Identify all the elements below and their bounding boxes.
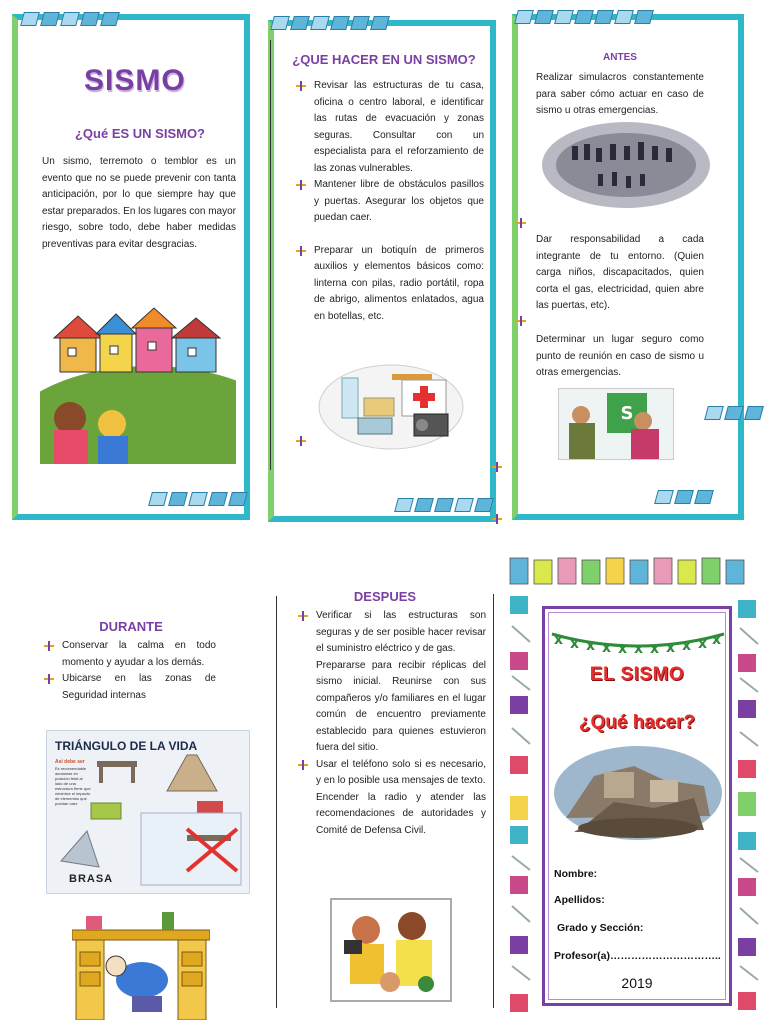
- list-item: Usar el teléfono solo si es necesario, y en lo posible usa mensajes de texto.: [296, 757, 486, 790]
- svg-text:x: x: [570, 636, 580, 652]
- svg-text:x: x: [682, 638, 692, 654]
- cover-year: 2019: [621, 975, 653, 991]
- bullet-icon: [298, 611, 308, 621]
- svg-text:x: x: [666, 640, 676, 656]
- teacher-label: Profesor(a)…………………………..: [554, 950, 721, 962]
- list-item: Ubicarse en las zonas de Seguridad internas: [42, 671, 216, 704]
- list-item: Encender la radio y atender las recomendaciones de autoridades y Comité de Defensa Civil.: [316, 791, 486, 836]
- garland-decoration: [548, 624, 728, 664]
- bullet-icon: [296, 180, 306, 190]
- svg-text:x: x: [602, 640, 612, 656]
- paragraph-antes-2: Dar responsabilidad a cada integrante de tu entorno. (Quien carga niños, discapacitados, quien corta el gas, electricidad, quien abre las puertas, etc).: [536, 234, 704, 311]
- toy-blocks-top: [510, 558, 744, 584]
- heading-despues: DESPUES: [353, 589, 417, 604]
- panel-title-sismo: SISMO: [84, 64, 186, 97]
- person-under-desk-illustration: [72, 910, 210, 1020]
- bullet-icon: [296, 81, 306, 91]
- bullet-icon: [296, 436, 306, 446]
- bullet-icon: [298, 760, 308, 770]
- que-hacer-list: [294, 78, 484, 325]
- infographic-do-text: Es recomendable acostarse en posición fetal al lado de una estructura firme que minimice el impacto de elementos que puedan caer.: [55, 766, 91, 806]
- family-radio-illustration: [330, 898, 452, 1002]
- svg-text:x: x: [554, 632, 564, 648]
- meeting-point-illustration: [558, 388, 674, 460]
- first-aid-kit-illustration: [318, 364, 464, 450]
- list-item: Prepararse para recibir réplicas del sismo inicial. Reunirse con sus compañeros y/o familiares en el lugar común de encuentro previamente establecido para quienes estuvieron fuera del sitio.: [316, 659, 486, 753]
- paragraph-antes-3: Determinar un lugar seguro como punto de reunión en caso de sismo u otras emergencias.: [536, 334, 704, 378]
- grade-section-label: Grado y Sección:: [557, 922, 644, 934]
- tiles-right-side: [706, 406, 762, 420]
- svg-text:S: S: [620, 403, 634, 424]
- svg-text:x: x: [586, 638, 596, 654]
- tiles-top-right: [516, 10, 652, 24]
- divider-bottom-right: [493, 594, 494, 1008]
- bullet-icon: [44, 674, 54, 684]
- heading-que-hacer-en-un-sismo: ¿QUE HACER EN UN SISMO?: [292, 52, 476, 67]
- durante-list: [42, 638, 216, 704]
- triangle-of-life-infographic: [46, 730, 250, 894]
- svg-text:x: x: [650, 641, 660, 657]
- bullet-icon: [516, 316, 526, 326]
- surname-label: Apellidos:: [554, 894, 605, 906]
- infographic-title: TRIÁNGULO DE LA VIDA: [55, 739, 198, 753]
- svg-text:x: x: [712, 632, 722, 648]
- list-item: Preparar un botiquín de primeros auxilios y elementos básicos como: linterna con pilas, radio portátil, ropa de abrigo, alimentos enlatados, agua en botellas, etc.: [294, 243, 484, 326]
- svg-text:x: x: [634, 641, 644, 657]
- bullet-icon: [296, 246, 306, 256]
- tiles-bottom-mid: [396, 498, 492, 512]
- tiles-bottom-left: [150, 492, 246, 506]
- bullet-icon: [516, 218, 526, 228]
- puzzle-side-left: [510, 596, 528, 1012]
- tiles-bottom-right: [656, 490, 712, 504]
- list-item: Verificar si las estructuras son seguras y de ser posible hacer revisar el suministro eléctrico y de gas.: [296, 608, 486, 658]
- list-item: Conservar la calma en todo momento y ayudar a los demás.: [42, 638, 216, 671]
- despues-list: [296, 608, 486, 839]
- divider-bottom-left: [276, 596, 277, 1008]
- houses-children-illustration: [40, 306, 236, 464]
- heading-antes: ANTES: [603, 52, 637, 63]
- bullet-icon: [44, 641, 54, 651]
- infographic-brand: BRASA: [69, 873, 114, 885]
- name-label: Nombre:: [554, 868, 598, 880]
- puzzle-side-right: [738, 600, 756, 1010]
- cover-title: EL SISMO: [589, 664, 685, 685]
- infographic-do-label: Así debe ser: [55, 759, 85, 765]
- bullet-icon: [492, 462, 502, 472]
- svg-text:x: x: [698, 636, 708, 652]
- drill-people-photo: [542, 122, 710, 208]
- list-item: Revisar las estructuras de tu casa, oficina o centro laboral, e identificar las rutas de evacuación y zonas seguras. Consultar con un especialista para el reforzamiento de las zonas vulnerables.: [294, 78, 484, 177]
- paragraph-antes-1: Realizar simulacros constantemente para saber cómo actuar en caso de sismo u otras emergencias.: [536, 72, 704, 116]
- paragraph-que-es: Un sismo, terremoto o temblor es un evento que no se puede prevenir con tanta anticipación, por lo que siempre hay que estar preparados. En los lugares con mayor riesgo, sobre todo, debe haber medidas preventivas para evitar desgracias.: [42, 156, 236, 250]
- list-item: Mantener libre de obstáculos pasillos y puertas. Asegurar los objetos que puedan caer.: [294, 177, 484, 227]
- collapsed-buildings-photo: [554, 746, 722, 840]
- svg-text:x: x: [618, 641, 628, 657]
- bullet-icon: [492, 514, 502, 524]
- tiles-top-left: [22, 12, 118, 26]
- heading-durante: DURANTE: [99, 619, 163, 634]
- heading-que-es-un-sismo: ¿Qué ES UN SISMO?: [74, 126, 205, 141]
- tiles-top-mid: [272, 16, 388, 30]
- cover-subtitle: ¿Qué hacer?: [578, 712, 696, 733]
- divider-left-top: [270, 40, 271, 470]
